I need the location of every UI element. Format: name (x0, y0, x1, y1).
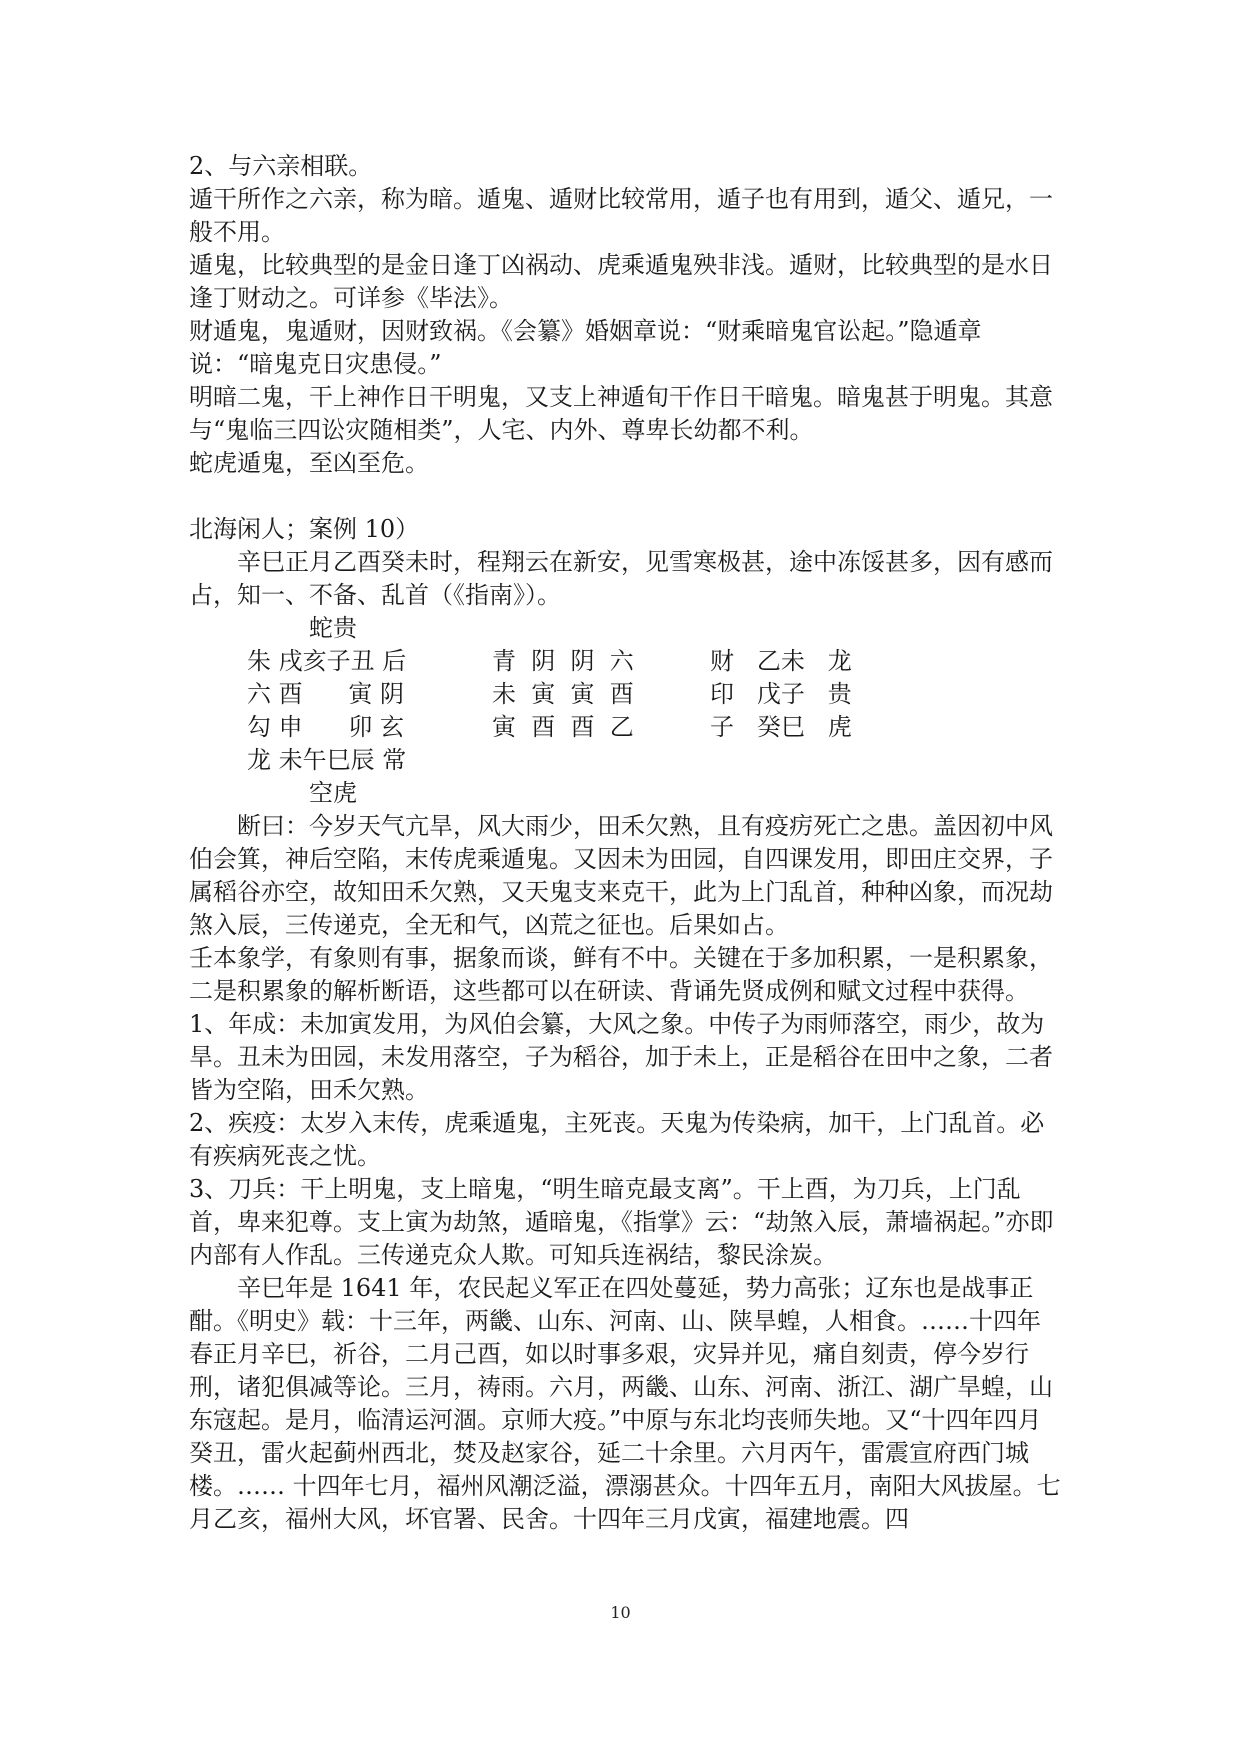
three-transmissions-row: 财 乙未 龙 (710, 647, 852, 675)
history-paragraph: 辛巳年是 1641 年，农民起义军正在四处蔓延，势力高张；辽东也是战事正酣。《明史》载：十三年，两畿、山东、河南、山、陕旱蝗，人相食。……十四年春正月辛巳，祈谷，二月己酉，如以时事多艰，灾异并见，痛自刻责，停今岁行刑，诸犯俱减等论。三月，祷雨。六月，两畿、山东、河南、浙江、湖广旱蝗，山东寇起。是月，临清运河涸。京师大疫。”中原与东北均丧师失地。又“十四年四月癸丑，雷火起蓟州西北，焚及赵家谷，延二十余里。六月丙午，雷震宣府西门城楼。…… 十四年七月，福州风潮泛溢，漂溺甚众。十四年五月，南阳大风拔屋。七月乙亥，福州大风，坏官署、民舍。十四年三月戊寅，福建地震。四 (189, 1274, 1061, 1533)
case-judgement: 断曰：今岁天气亢旱，风大雨少，田禾欠熟，且有疫疠死亡之患。盖因初中风伯会箕，神后空陷，末传虎乘遁鬼。又因未为田园，自四课发用，即田庄交界，子属稻谷亦空，故知田禾欠熟，又天鬼支来克干，此为上门乱首，种种凶象，而况劫煞入辰，三传递克，全无和气，凶荒之征也。后果如占。 (189, 812, 1053, 939)
three-transmissions-row: 印 戊子 贵 (710, 680, 852, 708)
three-transmissions-row: 子 癸巳 虎 (710, 713, 852, 741)
blank-line (189, 480, 1061, 513)
section-heading: 2、与六亲相联。 (189, 152, 373, 180)
analysis-paragraph: 壬本象学，有象则有事，据象而谈，鲜有不中。关键在于多加积累，一是积累象，二是积累象的解析断语，这些都可以在研读、背诵先贤成例和赋文过程中获得。 (189, 944, 1053, 1005)
case-title: 北海闲人；案例 10） (189, 515, 420, 543)
section-paragraph: 蛇虎遁鬼，至凶至危。 (189, 449, 429, 477)
section-paragraph: 财遁鬼，鬼遁财，因财致祸。《会纂》婚姻章说：“财乘暗鬼官讼起。”隐遁章说：“暗鬼克日灾患侵。” (189, 317, 982, 378)
four-lessons-row: 未 寅 寅 酉 (492, 680, 634, 708)
section-paragraph: 遁鬼，比较典型的是金日逢丁凶祸动、虎乘遁鬼殃非浅。遁财，比较典型的是水日逢丁财动之。可详参《毕法》。 (189, 251, 1053, 312)
analysis-paragraph: 3、刀兵：干上明鬼，支上暗鬼，“明生暗克最支离”。干上酉，为刀兵，上门乱首，卑来犯尊。支上寅为劫煞，遁暗鬼，《指掌》云：“劫煞入辰，萧墙祸起。”亦即内部有人作乱。三传递克众人欺。可知兵连祸结，黎民涂炭。 (189, 1175, 1054, 1269)
chart-plate-row: 朱 戌亥子丑 后 (247, 647, 407, 675)
case-intro: 辛巳正月乙酉癸未时，程翔云在新安，见雪寒极甚，途中冻馁甚多，因有感而占，知一、不备、乱首（《指南》）。 (189, 548, 1053, 609)
four-lessons-row: 青 阴 阴 六 (492, 647, 634, 675)
chart-plate-row: 龙 未午巳辰 常 (247, 746, 407, 774)
chart-plate-row: 六 酉 寅 阴 (247, 680, 405, 708)
chart-top-label: 蛇贵 (309, 614, 357, 642)
liuren-chart (189, 612, 1061, 810)
page-content (189, 150, 1061, 1536)
analysis-paragraph: 2、疾疫：太岁入末传，虎乘遁鬼，主死丧。天鬼为传染病，加干，上门乱首。必有疾病死丧之忧。 (189, 1109, 1045, 1170)
section-paragraph: 遁干所作之六亲，称为暗。遁鬼、遁财比较常用，遁子也有用到，遁父、遁兄，一般不用。 (189, 185, 1053, 246)
chart-plate-row: 勾 申 卯 玄 (247, 713, 405, 741)
four-lessons-row: 寅 酉 酉 乙 (492, 713, 634, 741)
section-paragraph: 明暗二鬼，干上神作日干明鬼，又支上神遁旬干作日干暗鬼。暗鬼甚于明鬼。其意与“鬼临三四讼灾随相类”，人宅、内外、尊卑长幼都不利。 (189, 383, 1053, 444)
page-number: 10 (610, 1603, 631, 1622)
chart-bottom-label: 空虎 (309, 779, 357, 807)
analysis-paragraph: 1、年成：未加寅发用，为风伯会纂，大风之象。中传子为雨师落空，雨少，故为旱。丑未为田园，未发用落空，子为稻谷，加于未上，正是稻谷在田中之象，二者皆为空陷，田禾欠熟。 (189, 1010, 1053, 1104)
